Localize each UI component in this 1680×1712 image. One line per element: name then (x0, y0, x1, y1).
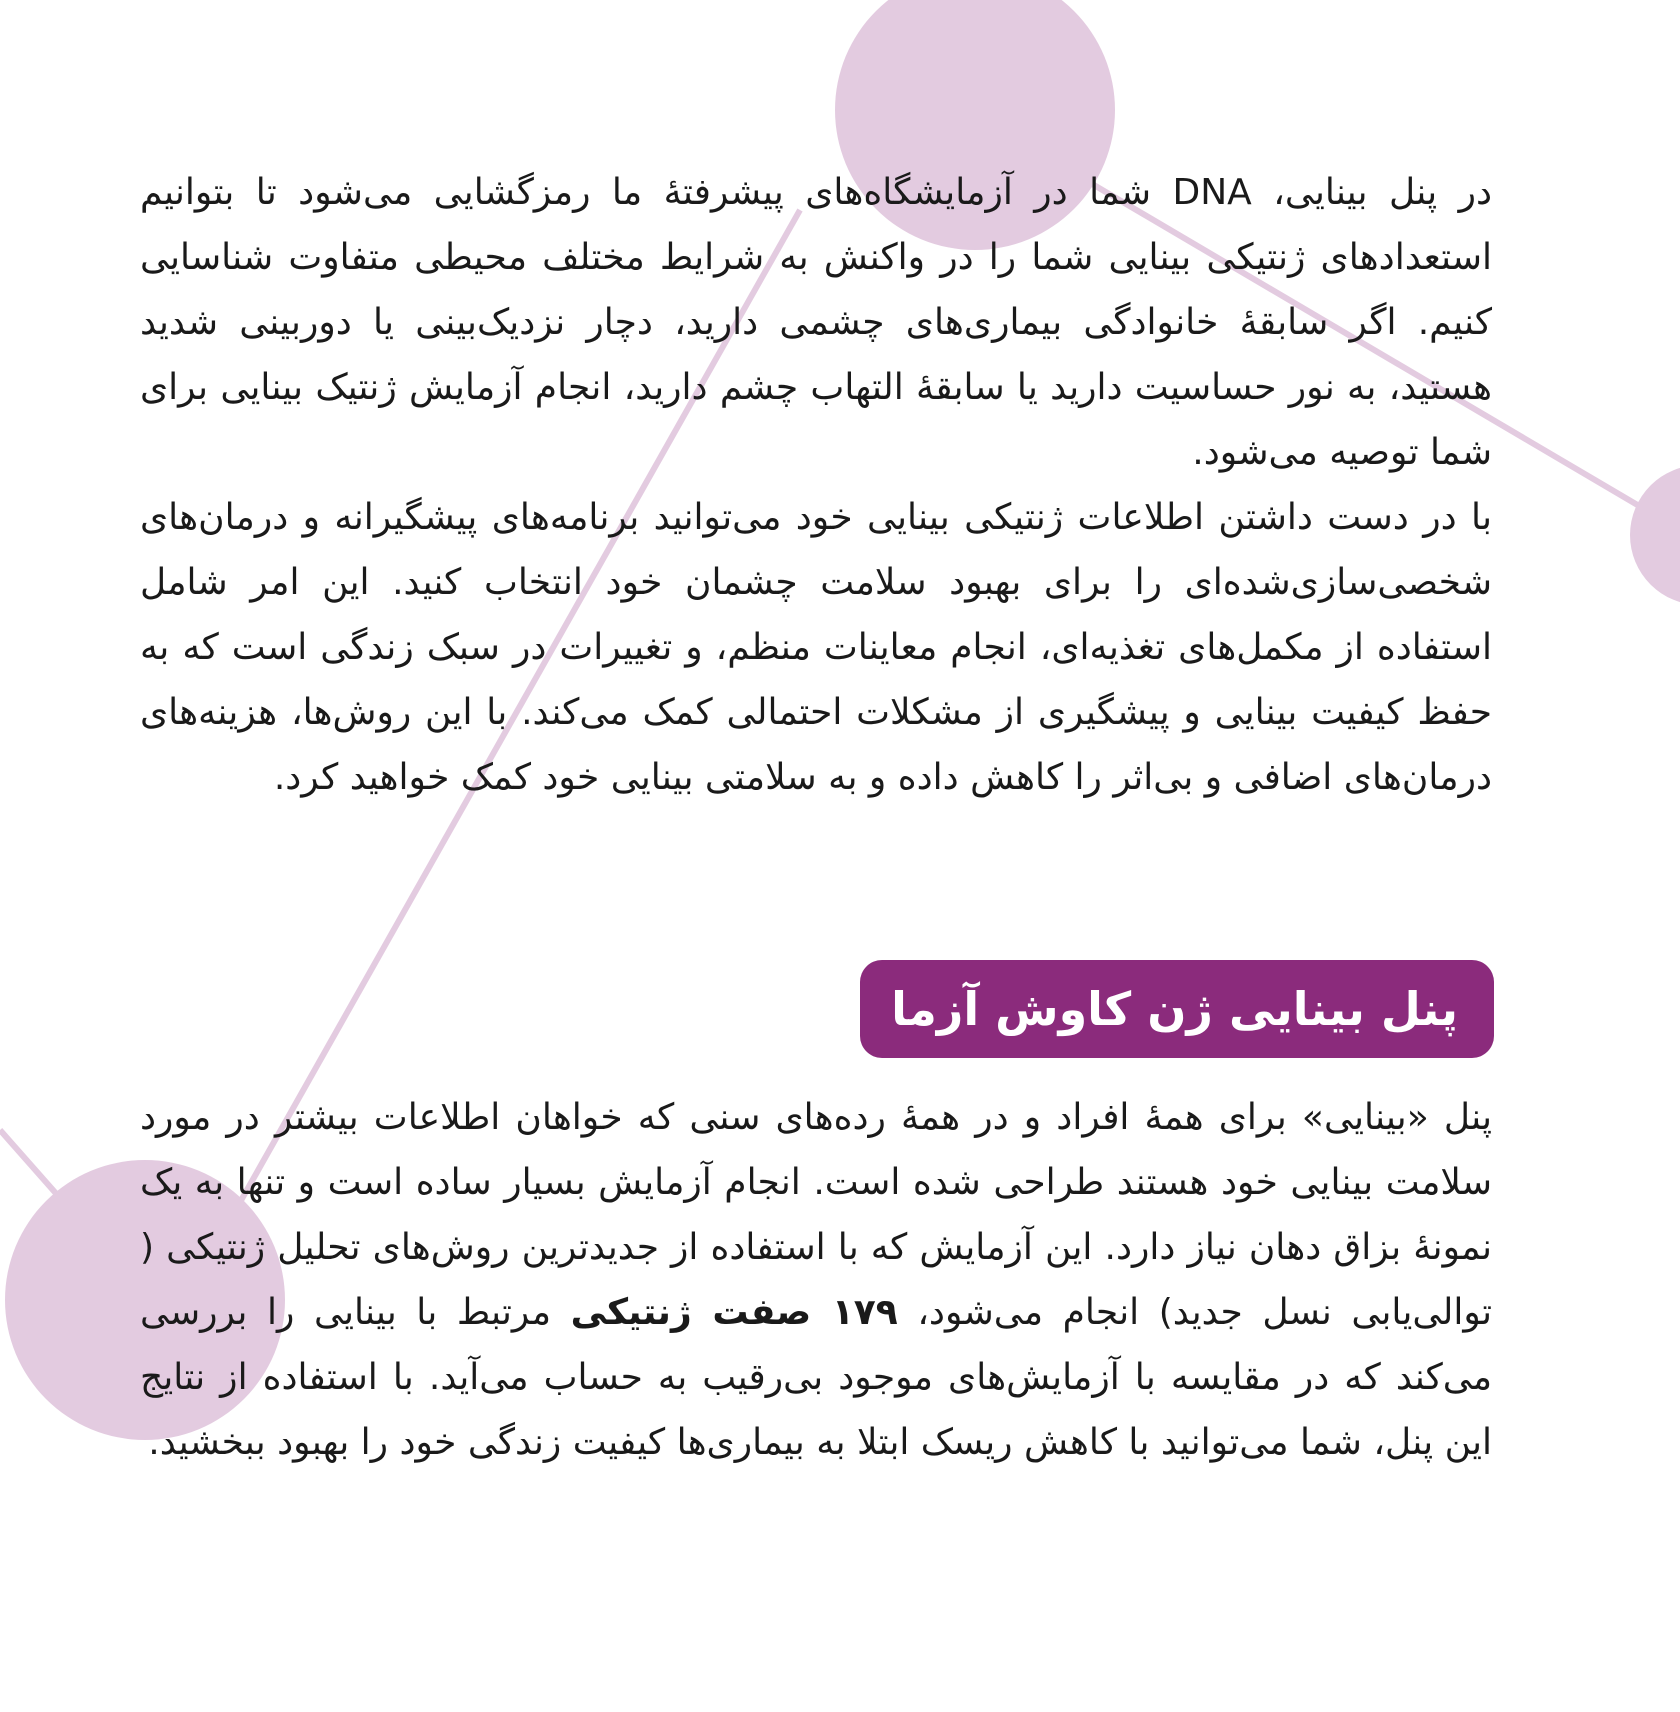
decorative-circle-right (1630, 465, 1680, 605)
section-body-text-2: مرتبط با بینایی را بررسی می‌کند که در مقایسه با آزمایش‌های موجود بی‌رقیب به حساب می‌آید. با استفاده از نتایج این پنل، شما می‌توانید با کاهش ریسک ابتلا به بیماری‌ها کیفیت زندگی خود را بهبود ببخشید. (140, 1292, 1492, 1463)
intro-paragraph-2: با در دست داشتن اطلاعات ژنتیکی بینایی خود می‌توانید برنامه‌های پیشگیرانه و درمان‌های شخصی‌سازی‌شده‌ای را برای بهبود سلامت چشمان خود انتخاب کنید. این امر شامل استفاده از مکمل‌های تغذیه‌ای، انجام معاینات منظم، و تغییرات در سبک زندگی است که به حفظ کیفیت بینایی و پیشگیری از مشکلات احتمالی کمک می‌کند. با این روش‌ها، هزینه‌های درمان‌های اضافی و بی‌اثر را کاهش داده و به سلامتی بینایی خود کمک خواهید کرد. (140, 497, 1492, 798)
trait-count-highlight: ۱۷۹ صفت ژنتیکی (570, 1292, 898, 1333)
section-body-text-1: پنل «بینایی» برای همهٔ افراد و در همهٔ رده‌های سنی که خواهان اطلاعات بیشتر در مورد سلامت بینایی خود هستند طراحی شده است. انجام آزمایش بسیار ساده است و تنها به یک نمونهٔ بزاق دهان نیاز دارد. این آزمایش که با استفاده از جدیدترین روش‌های تحلیل ژنتیکی ( توالی‌یابی نسل جدید) انجام می‌شود، (140, 1097, 1492, 1333)
section-body-paragraph (140, 1085, 1492, 1475)
intro-paragraph-1: در پنل بینایی، DNA شما در آزمایشگاه‌های پیشرفتهٔ ما رمزگشایی می‌شود تا بتوانیم استعدادهای ژنتیکی بینایی شما را در واکنش به شرایط مختلف محیطی متفاوت شناسایی کنیم. اگر سابقهٔ خانوادگی بیماری‌های چشمی دارید، دچار نزدیک‌بینی یا دوربینی شدید هستید، به نور حساسیت دارید یا سابقهٔ التهاب چشم دارید، انجام آزمایش ژنتیک بینایی برای شما توصیه می‌شود. (140, 172, 1492, 473)
section-title-banner (860, 960, 1494, 1058)
section-title: پنل بینایی ژن کاوش آزما (891, 982, 1458, 1036)
